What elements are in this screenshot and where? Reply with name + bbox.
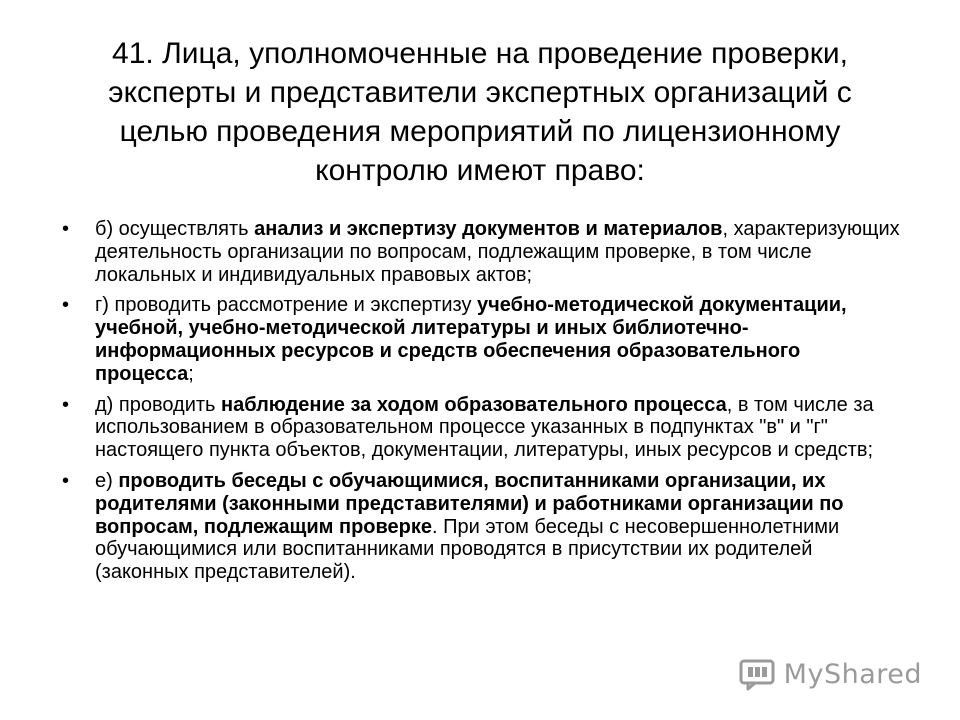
bullet-bold-text: наблюдение за ходом образовательного процесса bbox=[221, 393, 727, 416]
mybook-logo-icon bbox=[738, 656, 778, 692]
bullet-text: д) проводить bbox=[95, 393, 222, 416]
bullet-text: , характеризующих деятельность организации по вопросам, подлежащим проверке, в том числе локальных и индивидуальных правовых актов; bbox=[95, 218, 900, 286]
bullet-dot: • bbox=[62, 393, 70, 416]
bullet-dot: • bbox=[62, 469, 70, 492]
bullet-bold-text: учебно-методической документации, учебной, учебно-методической литературы и иных библиотечно-информационных ресурсов и средств обеспечения образовательного процесса bbox=[95, 294, 847, 385]
bullet-text: г) проводить рассмотрение и экспертизу bbox=[95, 294, 478, 317]
bullet-item bbox=[62, 218, 902, 286]
bullet-item bbox=[62, 394, 902, 462]
bullet-item bbox=[62, 470, 902, 584]
bullet-item bbox=[62, 294, 902, 385]
bullet-list bbox=[62, 218, 902, 592]
bullet-text: ; bbox=[188, 362, 194, 385]
bullet-bold-text: проводить беседы с обучающимися, воспитанниками организации, их родителями (законными представителями) и работниками организации по вопросам, подлежащим проверке bbox=[95, 469, 844, 538]
watermark-text: MyShared bbox=[783, 658, 922, 690]
bullet-dot: • bbox=[62, 294, 70, 317]
bullet-bold-text: анализ и экспертизу документов и материалов bbox=[254, 218, 723, 240]
bullet-text: б) осуществлять bbox=[95, 218, 255, 240]
bullet-text: . При этом беседы с несовершеннолетними обучающимися или воспитанниками проводятся в присутствии их родителей (законных представителей). bbox=[95, 515, 840, 584]
bullet-dot: • bbox=[62, 218, 70, 240]
watermark bbox=[738, 656, 922, 692]
bullet-text: , в том числе за использованием в образовательном процессе указанных в подпунктах "в" и "г" настоящего пункта объектов, документации, литературы, иных ресурсов и средств; bbox=[95, 393, 874, 462]
slide-title: 41. Лица, уполномоченные на проведение проверки, эксперты и представители экспертных организаций с целью проведения мероприятий по лицензионному контролю имеют право: bbox=[108, 37, 852, 187]
bullet-text: е) bbox=[95, 469, 119, 492]
